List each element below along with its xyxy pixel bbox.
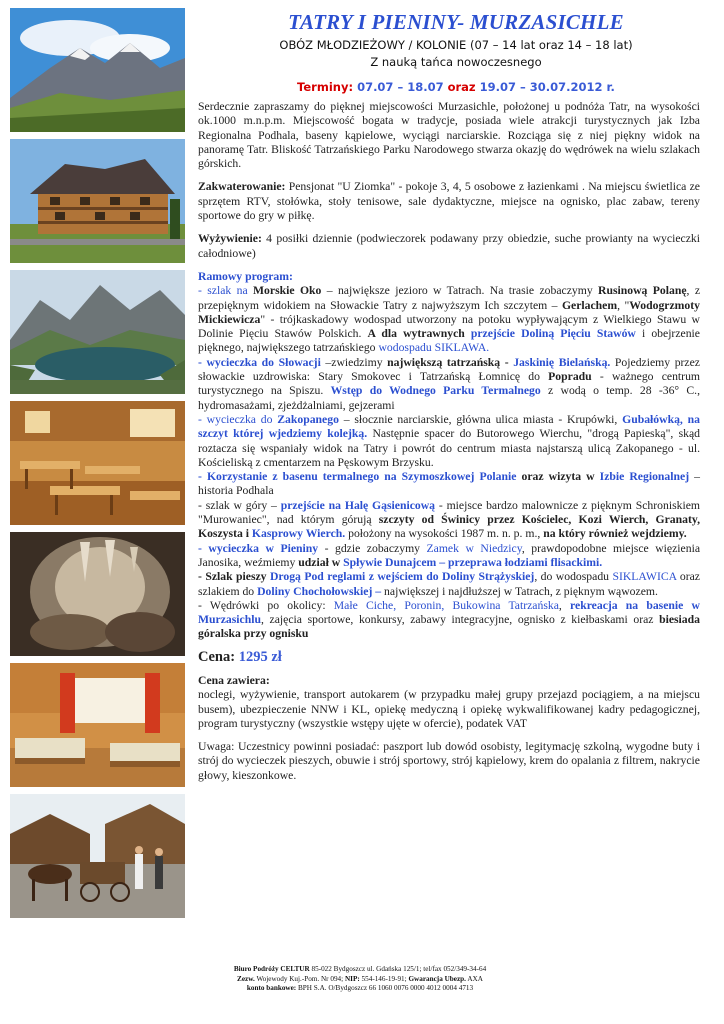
- program-heading: Ramowy program:: [198, 269, 293, 283]
- mountain-photo: [10, 8, 185, 132]
- price-value: 1295 zł: [238, 648, 282, 665]
- program-text: , zajęcia sportowe, konkursy, zabawy integracyjne, ognisko z kiełbaskami oraz: [260, 613, 660, 627]
- program-text: Gubałówką, na szczyt której wjedziemy kolejką.: [198, 412, 700, 441]
- program-text: – słocznie narciarskie, główna ulica miasta - Krupówki,: [338, 412, 623, 426]
- program-text: Rusinową Polanę: [598, 284, 687, 298]
- program-text: Doliny Chochołowskiej –: [257, 584, 382, 598]
- note-paragraph: Uwaga: Uczestnicy powinni posiadać: paszport lub dowód osobisty, legitymację szkolną, wygodne buty i strój do wycieczek pieszych, obuwie i strój sportowy, strój kąpielowy, krem do opalania z filtrem, nakrycie głowy, kieszonkowe.: [198, 740, 700, 782]
- program-item-strazyska: [198, 570, 700, 599]
- program-text: Gerlachem: [561, 298, 618, 312]
- footer-line-3: [150, 984, 570, 994]
- program-item-hala-gasienicowa: [198, 499, 700, 542]
- program-text: wodospadu SIKLAWA.: [378, 341, 490, 355]
- price-label: Cena:: [198, 648, 239, 665]
- footer-text: Wojewody Kuj.-Pom. Nr 094;: [254, 974, 345, 983]
- program-text: biesiada góralska przy ognisku: [198, 613, 700, 641]
- intro-paragraph: Serdecznie zapraszamy do pięknej miejscowości Murzasichle, położonej u podnóża Tatr, na wysokości ok.1000 m.n.p.m. Miejscowość bogata w tradycje, posiada wiele atrakcji turystycznych jak Izba Regionalna Podhala, baseny kąpielowe, wyciągi narciarskie. Rozciąga się z niej piękny widok na panoramę Tatr. Bliskość Tatrzańskiego Parku Narodowego stwarza okazję do wędrówek na wielu szlakach górskich.: [198, 100, 700, 171]
- page-subtitle: OBÓZ MŁODZIEŻOWY / KOLONIE (07 – 14 lat oraz 14 – 18 lat): [279, 38, 633, 52]
- bedroom-photo: [10, 663, 185, 787]
- program-text: położony na wysokości 1987 m. n. p. m.,: [345, 527, 544, 541]
- program-text: - wycieczka w Pieniny: [198, 541, 319, 555]
- program-text: - wycieczka do: [198, 412, 278, 426]
- program-text: udział w: [298, 555, 344, 569]
- includes-paragraph: [198, 674, 700, 731]
- program-text: , do wodospadu: [534, 570, 613, 584]
- dining-room-photo: [10, 401, 185, 525]
- program-text: na który również wejdziemy.: [543, 527, 687, 541]
- program-text: - miejsce bardzo malownicze z pięknym Schroniskiem "Murowaniec", nad którym górują: [198, 498, 700, 527]
- program-text: –zwiedzimy: [320, 355, 388, 369]
- footer-text: Biuro Podróży CELTUR: [233, 965, 310, 973]
- program-text: , prawdopodobne miejsce więzienia Janosika, weźmiemy: [198, 541, 701, 569]
- footer-text: AXA: [465, 974, 483, 983]
- program-text: rekreacja na basenie w Murzasichlu: [198, 598, 700, 627]
- dates-label: Terminy:: [297, 80, 354, 94]
- footer-text: 554-146-19-91;: [359, 974, 409, 983]
- program-text: Izbie Regionalnej: [599, 470, 690, 484]
- body-text: [198, 100, 700, 792]
- dates-first: 07.07 – 18.07: [357, 80, 444, 94]
- morskie-oko-lake-photo: [10, 270, 185, 394]
- program-text: Drogą Pod reglami z wejściem do Doliny Strążyskiej: [269, 570, 535, 584]
- footer-line-2: [150, 975, 570, 985]
- program-item-thermal-pool: [198, 470, 700, 499]
- accommodation-label: Zakwaterowanie:: [198, 180, 286, 194]
- guesthouse-photo: [10, 139, 185, 263]
- program-text: Popradu: [548, 370, 592, 384]
- program-text: Następnie spacer do Butorowego Wierchu, "drogą Papieską", skąd roztacza się wspaniały widok na Tatry i powrót do centrum miasta najstarszą ulicą Zakopanego - ul. Kościeliską z cmentarzem na Pęskowym Brzysku.: [198, 427, 700, 469]
- program-text: Wodogrzmoty Mickiewicza: [198, 298, 700, 326]
- footer-text: Gwarancja Ubezp.: [408, 974, 466, 983]
- program-text: z wodą o temp. 28 -36° C., hydromasażami, zjeżdżalniami, gejzerami: [198, 384, 701, 412]
- program-text: największą tatrzańską -: [387, 355, 514, 369]
- program-item-slovakia: [198, 356, 700, 413]
- program-text: przejście na Halę Gąsienicową: [280, 498, 436, 512]
- program-text: – największe jezioro w Tatrach. Na trasie zobaczymy: [321, 284, 599, 298]
- program-text: oraz wizyta w: [516, 470, 600, 484]
- program-text: SIKLAWICA: [612, 570, 677, 584]
- dates-second: 19.07 – 30.07.2012 r.: [479, 80, 615, 94]
- program-text: - wycieczka do Słowacji: [198, 355, 321, 369]
- footer-text: konto bankowe:: [246, 984, 297, 992]
- program-item-walks: [198, 599, 700, 642]
- program-text: oraz szlakiem do: [198, 570, 700, 598]
- includes-heading: Cena zawiera:: [198, 673, 270, 687]
- page-title: TATRY I PIENINY- MURZASICHLE: [288, 10, 624, 34]
- program-text: - Szlak pieszy: [198, 570, 270, 584]
- accommodation-text: Pensjonat "U Ziomka" - pokoje 3, 4, 5 osobowe z łazienkami . Na miejscu świetlica ze sprzętem RTV, stołówka, stoły tenisowe, sale dydaktyczne, miejsce na ognisko, plac zabaw, tereny sportowe do gry w piłkę.: [198, 180, 700, 223]
- food-text: 4 posiłki dziennie (podwieczorek podawany przy obiedzie, suche prowianty na wycieczki całodniowe): [198, 232, 700, 260]
- program-text: – historia Podhala: [198, 470, 701, 498]
- program-text: przejście Doliną Pięciu Stawów: [470, 327, 636, 341]
- program-text: Kasprowy Wierch.: [251, 527, 346, 541]
- program-item-zakopane: [198, 413, 700, 470]
- program-text: - Wędrówki po okolicy:: [198, 598, 334, 612]
- cave-photo: [10, 532, 185, 656]
- accommodation-paragraph: [198, 180, 700, 223]
- footer-text: BPH S.A. O/Bydgoszcz 66 1060 0076 0000 4012 0004 4713: [296, 984, 474, 992]
- price-line: [198, 650, 700, 664]
- includes-text: noclegi, wyżywienie, transport autokarem (w przypadku małej grupy przejazd pociągiem, a na miejscu busem), ubezpieczenie NNW i KL, opiekę medyczną i opiekę wykwalifikowanej kadry pedagogicznej, program turystyczny (wszystkie wstępy ujęte w ofercie), podatek VAT: [198, 688, 700, 730]
- photo-column: [10, 8, 185, 925]
- program-item-pieniny: [198, 542, 700, 571]
- footer-text: Zezw.: [237, 974, 255, 983]
- food-paragraph: [198, 232, 700, 261]
- program-text: szczyty od Świnicy przez Kościelec, Kozi Wierch, Granaty, Koszysta i: [198, 513, 700, 541]
- dates-line: [196, 80, 716, 94]
- program-text: Wstęp do Wodnego Parku Termalnego: [330, 384, 541, 398]
- footer: [150, 965, 570, 994]
- program-item-morskie-oko: [198, 284, 700, 355]
- program-text: Pojedziemy przez słowackie uzdrowiska: Stary Smokovec i Tatrzańską Łomnicę do: [198, 355, 700, 384]
- program-text: i obejrzenie pięknego, największego tatrzańskiego: [198, 327, 700, 355]
- program-text: " - trójkaskadowy wodospad utworzony na potoku wypływającym z Wielkiego Stawu w Dolinie Pięciu Stawów Polskich.: [198, 312, 700, 341]
- program-section: [198, 270, 700, 642]
- program-text: , z przepięknym widokiem na Słowackie Tatry z najwyższym Ich szczytem –: [198, 284, 701, 312]
- program-text: Małe Ciche, Poronin, Bukowina Tatrzańska: [333, 598, 559, 612]
- program-text: - gdzie zobaczymy: [318, 541, 427, 555]
- program-text: - ważnego centrum turystycznego na Spiszu.: [198, 370, 700, 398]
- program-text: ,: [558, 598, 571, 612]
- footer-text: NIP:: [344, 974, 360, 983]
- program-text: - szlak na: [198, 284, 254, 298]
- horse-carriage-photo: [10, 794, 185, 918]
- dates-and: oraz: [447, 80, 476, 94]
- program-text: Zamek w Niedzicy: [426, 541, 522, 555]
- program-text: Morskie Oko: [253, 284, 322, 298]
- program-text: - szlak w góry –: [198, 498, 281, 512]
- program-text: Jaskinię Bielańską.: [513, 355, 611, 369]
- program-text: największej i najdłuższej w Tatrach, z pięknym wąwozem.: [381, 584, 658, 598]
- program-text: Zakopanego: [277, 412, 339, 426]
- program-text: Spływie Dunajcem – przeprawa łodziami flisackimi.: [343, 555, 603, 569]
- footer-text: 85-022 Bydgoszcz ul. Gdańska 125/1; tel/fax 052/349-34-64: [309, 965, 487, 973]
- program-text: - Korzystanie z basenu termalnego na Szymoszkowej Polanie: [198, 470, 517, 484]
- program-text: A dla wytrawnych: [367, 327, 471, 341]
- food-label: Wyżywienie:: [198, 232, 262, 246]
- page-subtitle-2: Z nauką tańca nowoczesnego: [370, 55, 542, 69]
- footer-line-1: [150, 965, 570, 975]
- program-text: , ": [617, 298, 630, 312]
